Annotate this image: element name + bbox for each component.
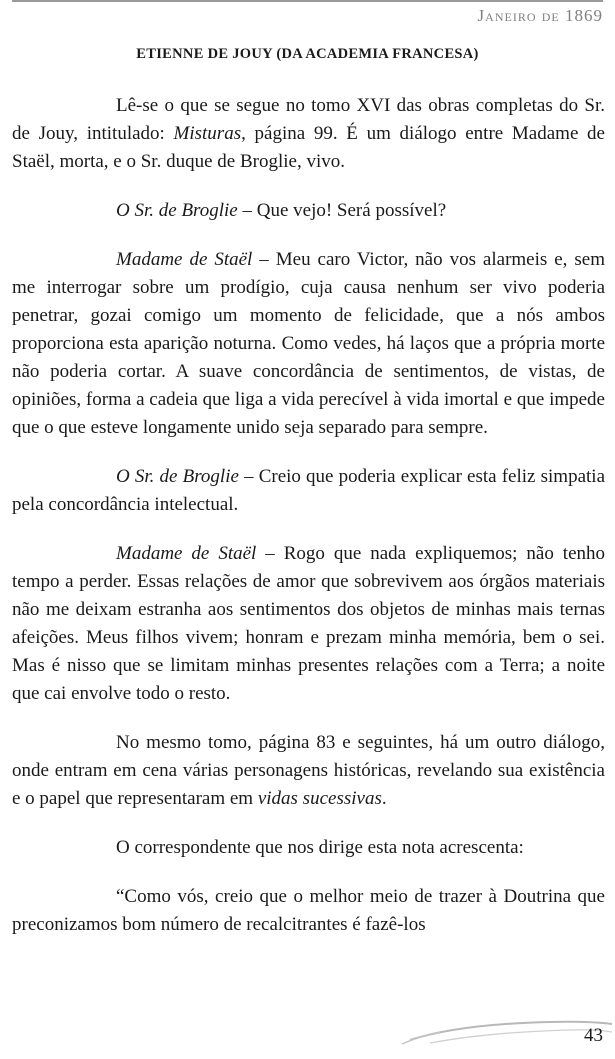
emphasis-text: vidas sucessivas: [257, 788, 382, 809]
paragraph-text: O correspondente que nos dirige esta nota acrescenta:: [116, 837, 524, 858]
paragraph-intro: [12, 92, 605, 176]
paragraph-second-dialogue: [12, 729, 605, 813]
page-body: [12, 92, 605, 939]
dialogue-line: [12, 463, 605, 519]
speaker-name: Madame de Staël: [116, 249, 253, 270]
book-title: Misturas: [173, 123, 242, 144]
dialogue-line: [12, 540, 605, 708]
dialogue-line: [12, 246, 605, 442]
footer-swoosh-ornament: [400, 1010, 615, 1050]
dialogue-text: – Rogo que nada expliquemos; não tenho tempo a perder. Essas relações de amor que sobrevivem aos órgãos materiais não me deixam estranha aos sentimentos dos objetos de minhas mais ternas afeições. Meus filhos vivem; honram e prezam minha memória, bem o sei. Mas é nisso que se limitam minhas presentes relações com a Terra; a noite que cai envolve todo o resto.: [12, 543, 606, 704]
paragraph-text: Lê-se o que se segue no tomo XVI das obras completas do Sr. de Jouy, intitulado:: [12, 95, 605, 144]
paragraph-text: No mesmo tomo, página 83 e seguintes, há um outro diálogo, onde entram em cena várias personagens históricas, revelando sua existência e o papel que representaram em: [12, 732, 605, 809]
paragraph-correspondent: [12, 834, 605, 862]
header-rule: [12, 0, 603, 2]
dialogue-line: [12, 197, 605, 225]
dialogue-text: – Creio que poderia explicar esta feliz simpatia pela concordância intelectual.: [12, 466, 605, 515]
speaker-name: Madame de Staël: [116, 543, 257, 564]
running-head: Janeiro de 1869: [477, 6, 603, 25]
speaker-name: O Sr. de Broglie: [116, 466, 239, 487]
page-number: 43: [584, 1025, 603, 1046]
paragraph-quote: [12, 883, 605, 939]
dialogue-text: – Meu caro Victor, não vos alarmeis e, sem me interrogar sobre um prodígio, cuja causa nenhum ser vivo poderia penetrar, gozai comigo um momento de felicidade, que a nós ambos proporciona esta aparição noturna. Como vedes, há laços que a própria morte não poderia cortar. A suave concordância de sentimentos, de vistas, de opiniões, forma a cadeia que liga a vida perecível à vida imortal e que impede que o que esteve longamente unido seja separado para sempre.: [12, 249, 605, 438]
paragraph-text: .: [381, 788, 387, 809]
dialogue-text: – Que vejo! Será possível?: [237, 200, 447, 221]
paragraph-text: , página 99. É um diálogo entre Madame de Staël, morta, e o Sr. duque de Broglie, vivo.: [12, 123, 605, 172]
section-title: ETIENNE DE JOUY (DA ACADEMIA FRANCESA): [136, 46, 479, 62]
speaker-name: O Sr. de Broglie: [116, 200, 238, 221]
paragraph-text: “Como vós, creio que o melhor meio de trazer à Doutrina que preconizamos bom número de recalcitrantes é fazê-los: [12, 886, 605, 935]
